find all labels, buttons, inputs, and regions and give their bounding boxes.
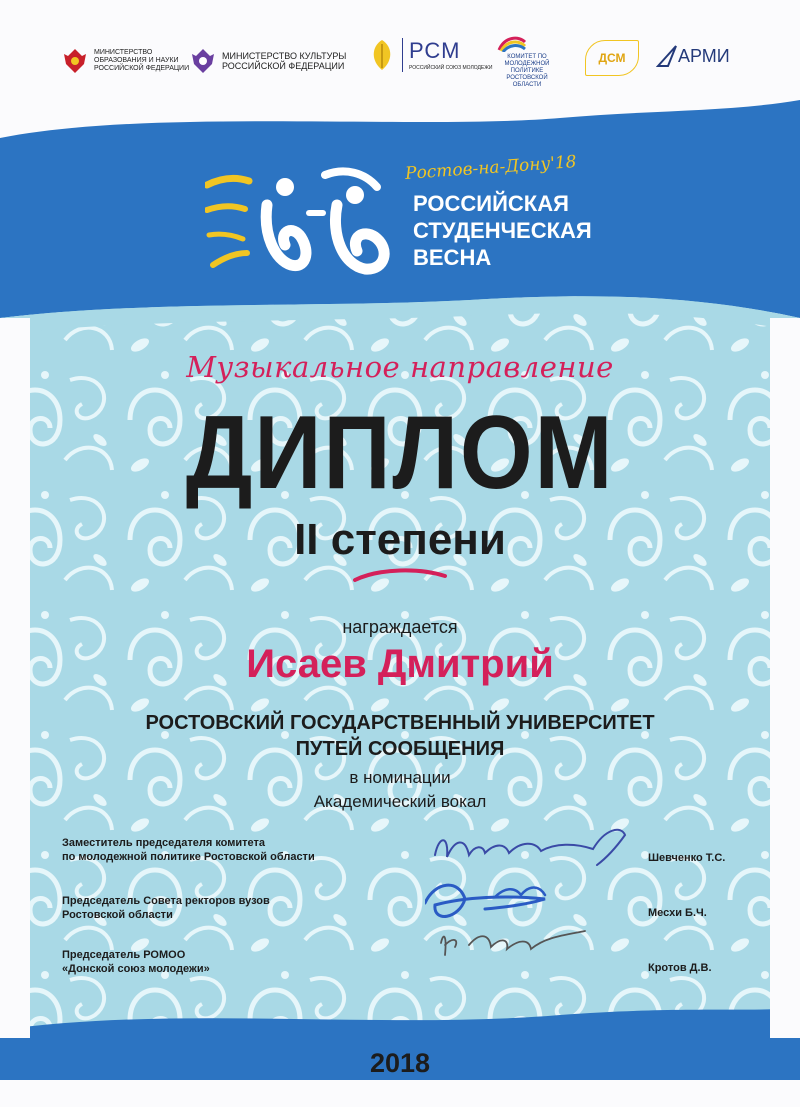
- awarded-label: награждается: [342, 617, 458, 637]
- diploma-year: 2018: [369, 1048, 431, 1078]
- logo-dsm: [585, 40, 639, 76]
- logo-ministry-culture: [188, 46, 352, 76]
- festival-title: [413, 190, 592, 271]
- festival-emblem: [205, 165, 405, 280]
- nomination-label: в номинации: [349, 768, 451, 787]
- signatory-position-line: по молодежной политике Ростовской области: [62, 851, 315, 863]
- arrow-emblem-icon: [656, 44, 678, 68]
- armi-abbr: АРМИ: [678, 45, 730, 66]
- signatory-position-line: «Донской союз молодежи»: [62, 963, 210, 975]
- nomination-block: [0, 766, 800, 814]
- rsm-abbr: РСМ: [409, 38, 461, 63]
- recipient-name: Исаев Дмитрий: [246, 642, 554, 686]
- university-name: [0, 710, 800, 762]
- rsm-full-text: РОССИЙСКИЙ СОЮЗ МОЛОДЕЖИ: [409, 65, 493, 71]
- festival-title-line: СТУДЕНЧЕСКАЯ: [413, 218, 592, 243]
- dsm-abbr: ДСМ: [598, 51, 626, 65]
- festival-title-line: РОССИЙСКАЯ: [413, 191, 569, 216]
- signatory-position-line: Председатель Совета ректоров вузов: [62, 895, 270, 907]
- ministry-education-text: МИНИСТЕРСТВО ОБРАЗОВАНИЯ И НАУКИ РОССИЙСКОЙ ФЕДЕРАЦИИ: [94, 49, 190, 72]
- signatory-position-line: Заместитель председателя комитета: [62, 837, 266, 849]
- signatory-position-1: [62, 836, 315, 864]
- logo-divider: [402, 38, 403, 72]
- university-line: ПУТЕЙ СООБЩЕНИЯ: [295, 738, 505, 760]
- handwritten-signatures: [425, 815, 645, 990]
- signatory-name-3: Кротов Д.В.: [648, 962, 712, 974]
- ministry-culture-text: МИНИСТЕРСТВО КУЛЬТУРЫ РОССИЙСКОЙ ФЕДЕРАЦИИ: [222, 51, 347, 71]
- signatory-name-1: Шевченко Т.С.: [648, 852, 726, 864]
- signatory-name-2: Месхи Б.Ч.: [648, 907, 707, 919]
- logo-ministry-education: [60, 46, 194, 76]
- eagle-emblem-icon: [60, 46, 90, 76]
- university-line: РОСТОВСКИЙ ГОСУДАРСТВЕННЫЙ УНИВЕРСИТЕТ: [145, 712, 655, 734]
- signatory-position-2: [62, 894, 270, 922]
- logo-armi: [656, 44, 730, 68]
- logo-rsm: [368, 38, 492, 72]
- signatory-position-line: Ростовской области: [62, 909, 173, 921]
- signatory-position-3: [62, 948, 210, 976]
- signatory-position-line: Председатель РОМОО: [62, 949, 186, 961]
- festival-title-line: ВЕСНА: [413, 245, 492, 270]
- dsm-emblem: [585, 40, 639, 76]
- leaf-icon: [368, 38, 396, 72]
- festival-city-year: Ростов-на-Дону'18: [404, 152, 578, 184]
- logo-committee: [492, 40, 562, 89]
- diploma-title: ДИПЛОМ: [185, 395, 615, 511]
- committee-text: КОМИТЕТ ПО МОЛОДЕЖНОЙ ПОЛИТИКЕ РОСТОВСКОЙ ОБЛАСТИ: [504, 54, 550, 88]
- diploma-degree: II степени: [294, 515, 506, 564]
- rainbow-icon: [497, 32, 527, 52]
- logo-strip: [0, 28, 800, 98]
- direction-heading: Музыкальное направление: [186, 350, 614, 384]
- nomination-value: Академический вокал: [313, 792, 487, 811]
- eagle-emblem-icon: [188, 46, 218, 76]
